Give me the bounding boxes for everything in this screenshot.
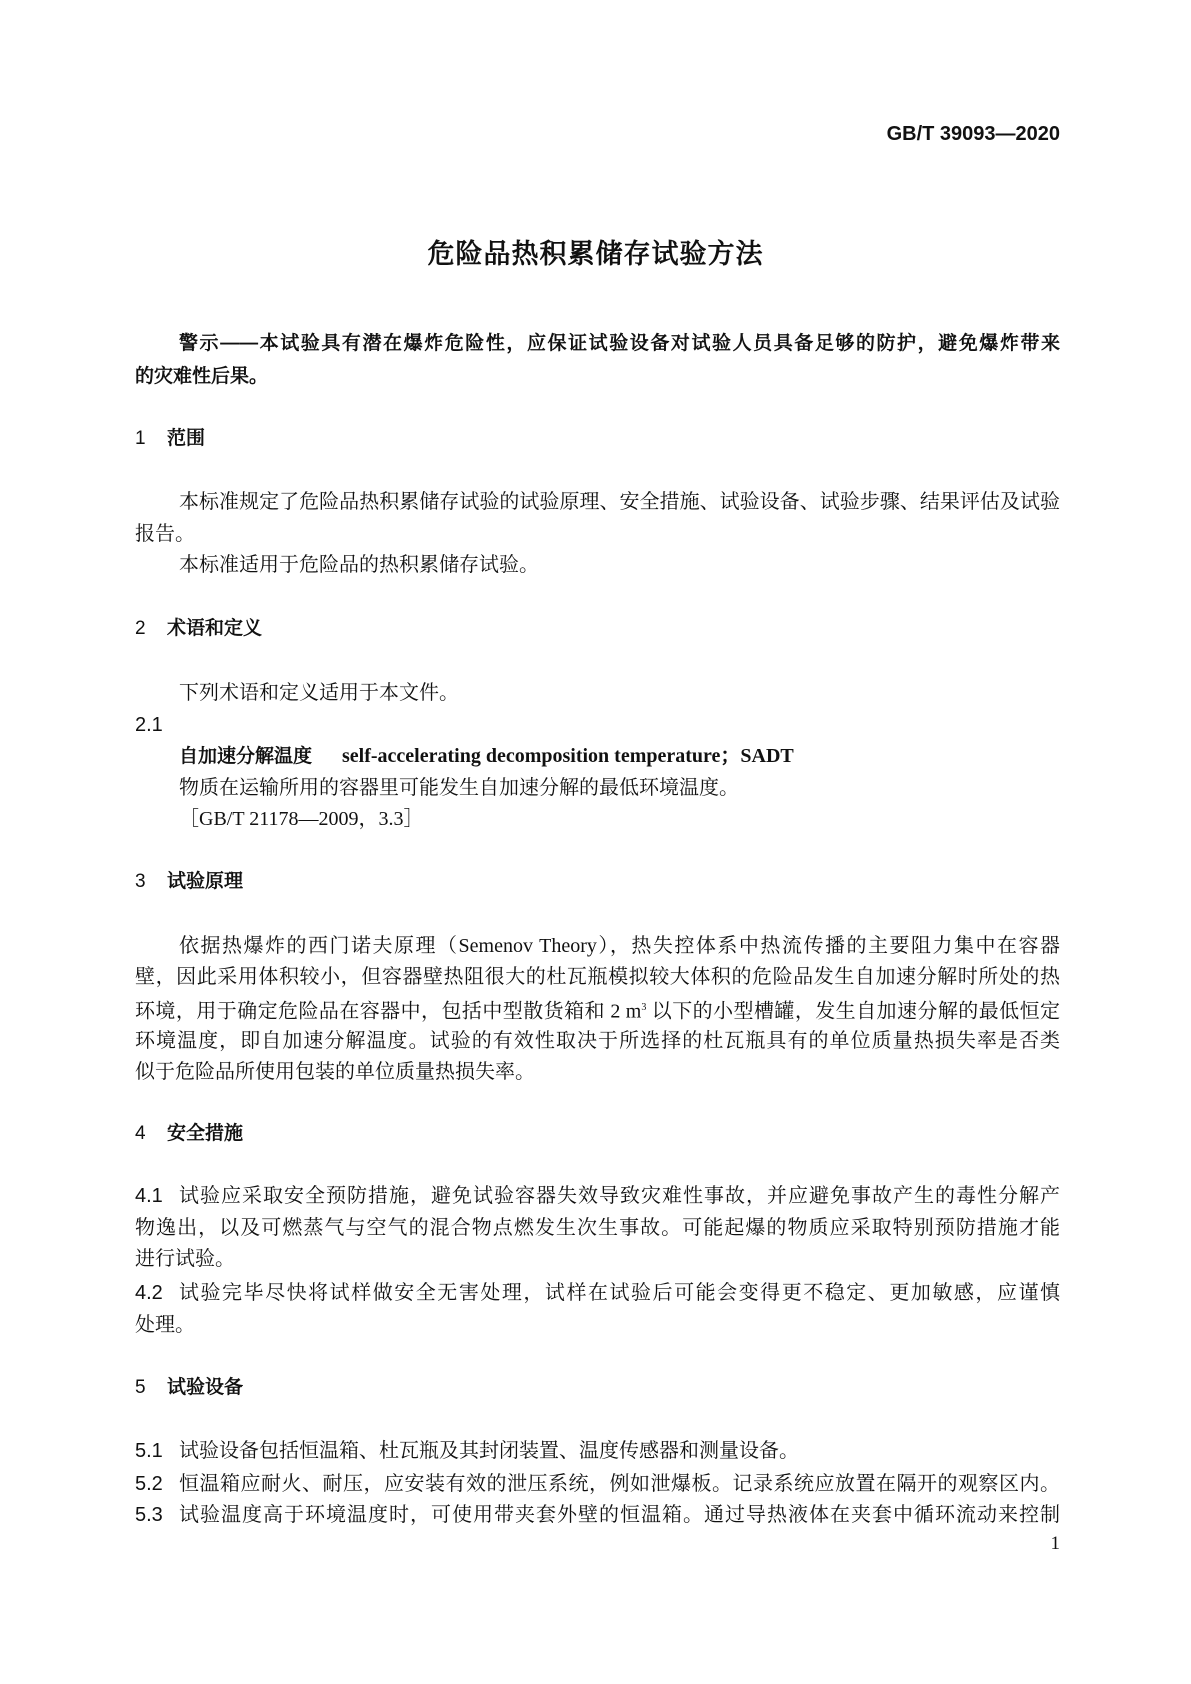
page-title: 危险品热积累储存试验方法 — [427, 239, 764, 269]
section-heading-1 — [135, 424, 1060, 454]
paragraph-line: 处理。 — [135, 1314, 195, 1336]
paragraph-line: 依据热爆炸的西门诺夫原理（Semenov Theory），热失控体系中热流传播的主要阻力集中在容器 — [179, 935, 1060, 957]
term-chinese: 自加速分解温度 — [179, 746, 313, 767]
paragraph-line: 下列术语和定义适用于本文件。 — [179, 682, 459, 704]
warning-line: 警示——本试验具有潜在爆炸危险性，应保证试验设备对试验人员具备足够的防护，避免爆炸带来 — [179, 333, 1060, 354]
term-heading — [179, 741, 1060, 771]
term-number: 2.1 — [135, 714, 163, 736]
paragraph-line: 报告。 — [135, 523, 195, 545]
section-heading-2 — [135, 614, 1060, 644]
clause-5-3 — [135, 1500, 1060, 1530]
clause-5-2 — [135, 1469, 1060, 1499]
superscript: 3 — [641, 1002, 647, 1013]
paragraph-line: 本标准规定了危险品热积累储存试验的试验原理、安全措施、试验设备、试验步骤、结果评估及试验 — [179, 491, 1060, 513]
text-segment: 环境，用于确定危险品在容器中，包括中型散货箱和 2 m — [135, 1000, 642, 1023]
clause-text: 恒温箱应耐火、耐压，应安装有效的泄压系统，例如泄爆板。记录系统应放置在隔开的观察区内。 — [179, 1473, 1060, 1495]
section-title: 范围 — [167, 428, 206, 449]
section-number: 4 — [135, 1123, 146, 1144]
paragraph-line — [135, 993, 1060, 1023]
clause-4-1 — [135, 1181, 1060, 1211]
clause-number: 5.2 — [135, 1473, 163, 1495]
term-definition: 物质在运输所用的容器里可能发生自加速分解的最低环境温度。 — [179, 777, 739, 799]
warning-line: 的灾难性后果。 — [135, 366, 269, 387]
section-title: 术语和定义 — [167, 618, 263, 639]
paragraph-line: 环境温度，即自加速分解温度。试验的有效性取决于所选择的杜瓦瓶具有的单位质量热损失率是否类 — [135, 1030, 1060, 1052]
paragraph-line: 物逸出，以及可燃蒸气与空气的混合物点燃发生次生事故。可能起爆的物质应采取特别预防措施才能 — [135, 1217, 1060, 1239]
clause-text: 试验温度高于环境温度时，可使用带夹套外壁的恒温箱。通过导热液体在夹套中循环流动来控制 — [179, 1504, 1060, 1526]
clause-5-1 — [135, 1436, 1060, 1466]
section-number: 1 — [135, 428, 146, 449]
section-number: 5 — [135, 1377, 146, 1398]
clause-text: 试验完毕尽快将试样做安全无害处理，试样在试验后可能会变得更不稳定、更加敏感，应谨慎 — [179, 1282, 1060, 1304]
section-title: 试验原理 — [167, 871, 244, 892]
standard-number: GB/T 39093—2020 — [886, 123, 1060, 145]
term-english: self-accelerating decomposition temperature；SADT — [342, 745, 794, 767]
section-heading-3 — [135, 867, 1060, 897]
text-segment: 以下的小型槽罐，发生自加速分解的最低恒定 — [646, 1000, 1060, 1023]
clause-text: 试验设备包括恒温箱、杜瓦瓶及其封闭装置、温度传感器和测量设备。 — [179, 1440, 799, 1462]
section-heading-4 — [135, 1119, 1060, 1149]
paragraph-line: 本标准适用于危险品的热积累储存试验。 — [179, 554, 539, 576]
page-number: 1 — [1050, 1533, 1060, 1554]
section-title: 试验设备 — [167, 1377, 244, 1398]
term-source: ［GB/T 21178—2009，3.3］ — [179, 808, 424, 830]
paragraph-line: 似于危险品所使用包装的单位质量热损失率。 — [135, 1061, 535, 1083]
clause-number: 5.3 — [135, 1504, 163, 1526]
clause-number: 4.2 — [135, 1282, 163, 1304]
clause-text: 试验应采取安全预防措施，避免试验容器失效导致灾难性事故，并应避免事故产生的毒性分解产 — [179, 1185, 1060, 1207]
section-heading-5 — [135, 1373, 1060, 1403]
section-title: 安全措施 — [167, 1123, 244, 1144]
section-number: 3 — [135, 871, 146, 892]
clause-4-2 — [135, 1278, 1060, 1308]
clause-number: 4.1 — [135, 1185, 163, 1207]
clause-number: 5.1 — [135, 1440, 163, 1462]
section-number: 2 — [135, 618, 146, 639]
paragraph-line: 进行试验。 — [135, 1248, 235, 1270]
paragraph-line: 壁，因此采用体积较小，但容器壁热阻很大的杜瓦瓶模拟较大体积的危险品发生自加速分解时所处的热 — [135, 966, 1060, 988]
